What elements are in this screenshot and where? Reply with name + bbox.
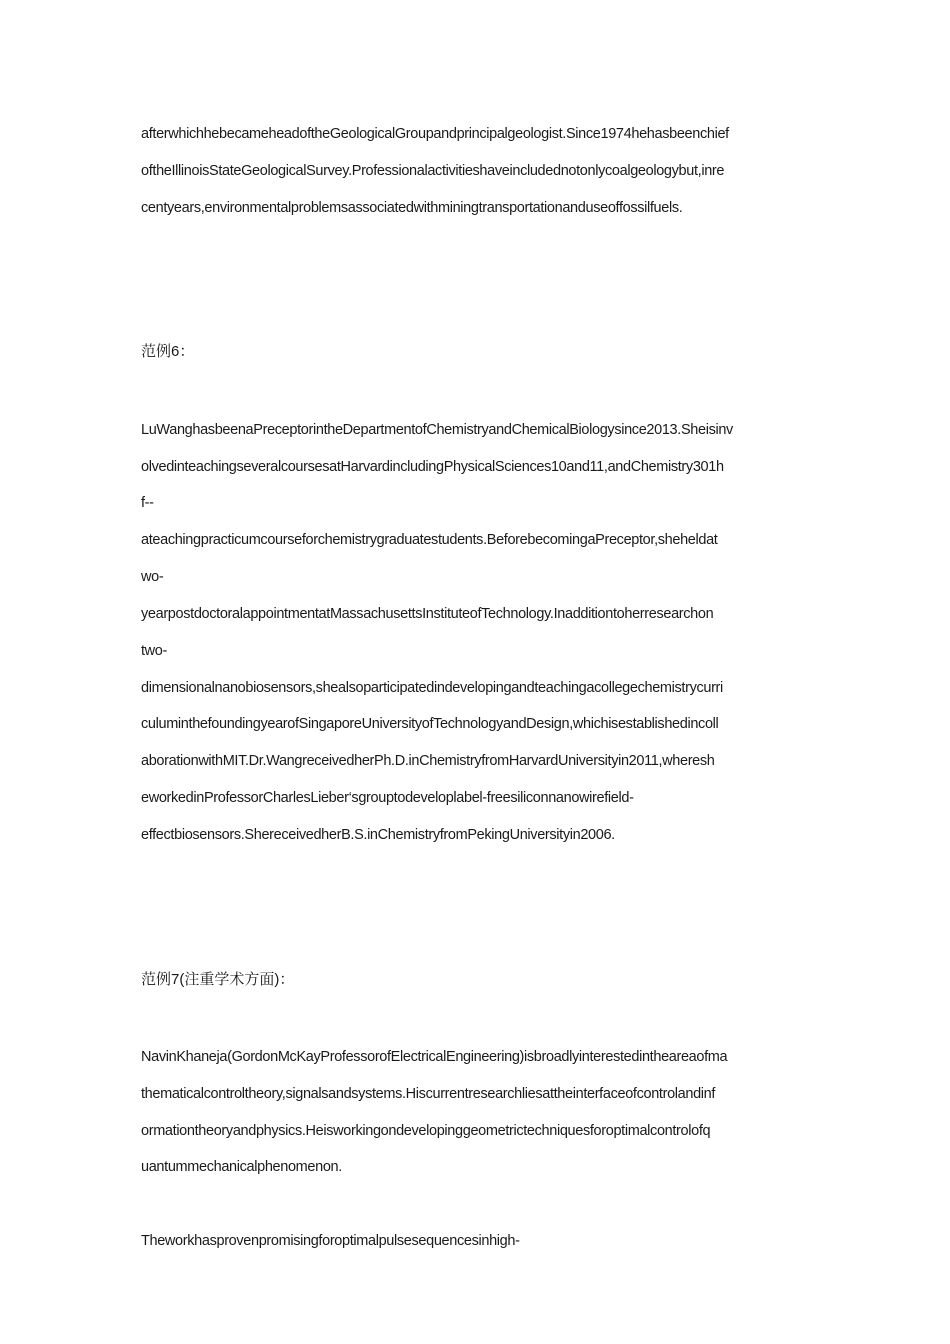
paragraph-line: olvedinteachingseveralcoursesatHarvardincludingPhysicalSciences10and11,andChemistry301h xyxy=(141,459,724,475)
paragraph-line: two- xyxy=(141,643,167,659)
paragraph-line: LuWanghasbeenaPreceptorintheDepartmentofChemistryandChemicalBiologysince2013.Sheisinv xyxy=(141,422,733,438)
paragraph-line: eworkedinProfessorCharlesLieber‘sgrouptodeveloplabel-freesiliconnanowirefield- xyxy=(141,790,634,806)
paragraph-line: wo- xyxy=(141,569,164,585)
paragraph-line: yearpostdoctoralappointmentatMassachusettsInstituteofTechnology.Inadditiontoherresearchon xyxy=(141,606,714,622)
paragraph-line: thematicalcontroltheory,signalsandsystems.Hiscurrentresearchliesattheinterfaceofcontrolandinf xyxy=(141,1086,716,1102)
paragraph-line: effectbiosensors.ShereceivedherB.S.inChemistryfromPekingUniversityin2006. xyxy=(141,827,615,843)
paragraph-line: culuminthefoundingyearofSingaporeUniversityofTechnologyandDesign,whichisestablishedincoll xyxy=(141,716,719,732)
paragraph-line: centyears,environmentalproblemsassociatedwithminingtransportationanduseoffossilfuels. xyxy=(141,200,683,216)
section-heading-example-7: 范例7(注重学术方面)： xyxy=(141,971,295,988)
paragraph-line: oftheIllinoisStateGeologicalSurvey.Professionalactivitieshaveincludednotonlycoalgeologybut,inre xyxy=(141,163,725,179)
section-heading-example-6: 范例6： xyxy=(141,343,195,360)
paragraph-line: Theworkhasprovenpromisingforoptimalpulsesequencesinhigh- xyxy=(141,1233,520,1249)
paragraph-line: dimensionalnanobiosensors,shealsoparticipatedindevelopingandteachingacollegechemistrycurri xyxy=(141,680,723,696)
paragraph-line: NavinKhaneja(GordonMcKayProfessorofElectricalEngineering)isbroadlyinterestedintheareaofma xyxy=(141,1049,728,1065)
paragraph-line: f-- xyxy=(141,495,154,511)
paragraph-line: afterwhichhebecameheadoftheGeologicalGroupandprincipalgeologist.Since1974hehasbeenchief xyxy=(141,126,729,142)
paragraph-line: ateachingpracticumcourseforchemistrygraduatestudents.BeforebecomingaPreceptor,sheheldat xyxy=(141,532,718,548)
paragraph-line: ormationtheoryandphysics.Heisworkingondevelopinggeometrictechniquesforoptimalcontrolofq xyxy=(141,1123,711,1139)
paragraph-line: aborationwithMIT.Dr.WangreceivedherPh.D.inChemistryfromHarvardUniversityin2011,wheresh xyxy=(141,753,715,769)
paragraph-line: uantummechanicalphenomenon. xyxy=(141,1159,342,1175)
